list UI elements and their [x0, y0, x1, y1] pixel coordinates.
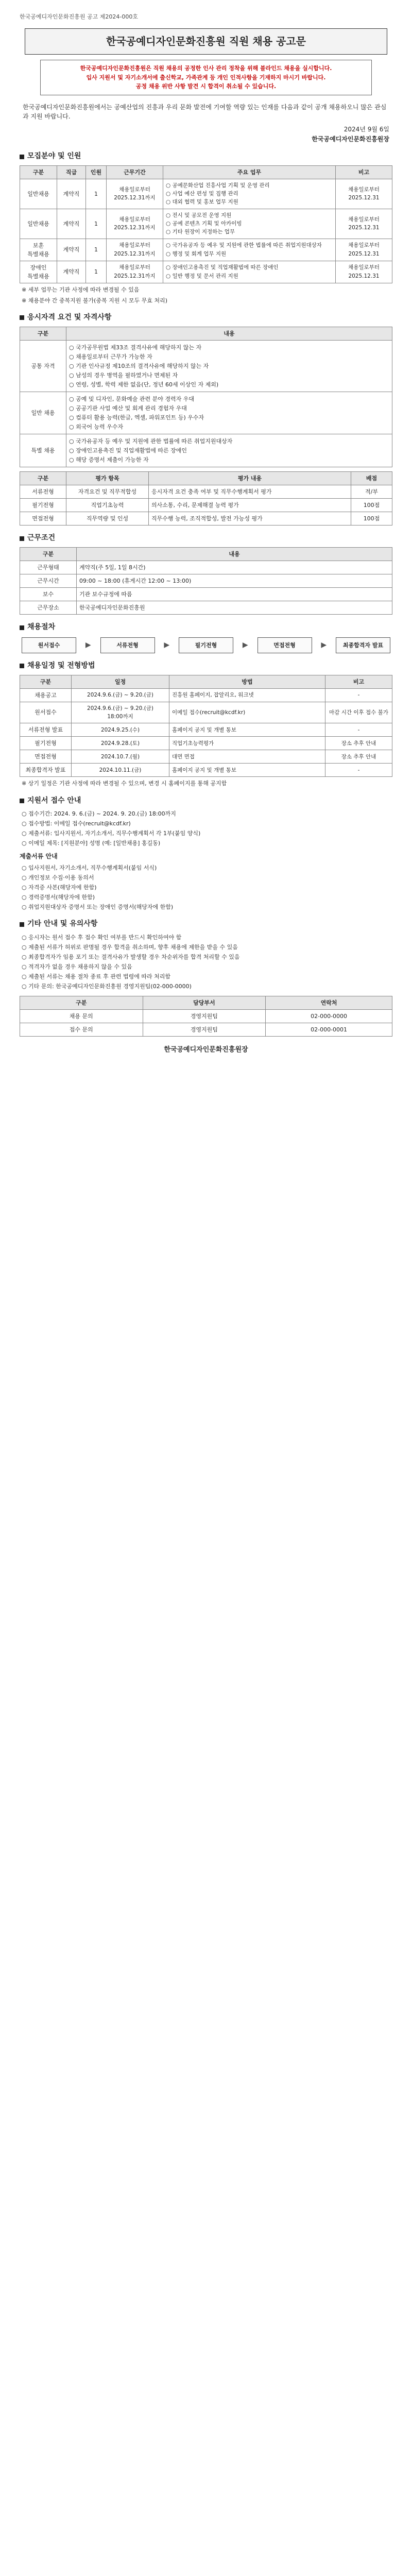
table-header-cell: 구분	[20, 996, 143, 1010]
position-period: 채용일로부터 2025.12.31까지	[107, 261, 163, 283]
table-header-cell: 주요 업무	[163, 165, 336, 179]
qualification-label: 일반 채용	[20, 392, 66, 434]
table-header-cell: 평가 내용	[149, 472, 351, 485]
document-page	[0, 0, 412, 1076]
schedule-note: -	[325, 688, 392, 702]
qualification-item: ○ 외국어 능력 우수자	[69, 423, 124, 430]
list-item: ○ 제출서류: 입사지원서, 자기소개서, 직무수행계획서 각 1부(붙임 양식)	[22, 830, 201, 837]
square-bullet-icon	[20, 155, 24, 159]
table-row	[20, 179, 392, 209]
table-header-cell: 구분	[20, 327, 66, 340]
position-period: 채용일로부터 2025.12.31까지	[107, 209, 163, 239]
section-heading: 모집분야 및 인원	[20, 151, 392, 162]
table-header-cell: 구분	[20, 165, 57, 179]
work-conditions-table	[20, 547, 392, 615]
qualification-item: ○ 공공기관 사업 예산 및 회계 관리 경험자 우대	[69, 404, 187, 412]
qualifications-table	[20, 327, 392, 468]
schedule-method: 직업기초능력평가	[169, 737, 325, 750]
document-number: 한국공예디자인문화진흥원 공고 제2024-000호	[20, 13, 138, 20]
list-item: ○ 접수기간: 2024. 9. 6.(금) ~ 2024. 9. 20.(금) 18:00까지	[22, 810, 176, 818]
square-bullet-icon	[20, 799, 24, 803]
flow-step: 최종합격자 발표	[336, 637, 390, 653]
evaluation-table	[20, 471, 392, 526]
schedule-method: 홈페이지 공지 및 개별 통보	[169, 723, 325, 737]
flow-step: 면접전형	[258, 637, 312, 653]
arrow-right-icon: ▶	[321, 640, 327, 649]
list-item: ○ 이메일 제목: [지원분야] 성명 (예: [일반채용] 홍길동)	[22, 840, 161, 847]
flow-step: 원서접수	[22, 637, 76, 653]
list-item: ○ 자격증 사본(해당자에 한함)	[22, 884, 97, 891]
condition-value: 한국공예디자인문화진흥원	[77, 601, 392, 615]
position-period: 채용일로부터 2025.12.31까지	[107, 179, 163, 209]
section-heading: 채용절차	[20, 622, 392, 633]
position-duties: ○ 장애인고용촉진 및 직업재활법에 따른 장애인 ○ 일반 행정 및 문서 관리 지원	[163, 261, 336, 283]
condition-label: 근무장소	[20, 601, 77, 615]
position-group: 장애인 특별채용	[20, 261, 57, 283]
table-header-cell: 배점	[351, 472, 392, 485]
qualification-item: ○ 해당 증명서 제출이 가능한 자	[69, 456, 149, 464]
arrow-right-icon: ▶	[85, 640, 91, 649]
section-heading: 기타 안내 및 유의사항	[20, 919, 392, 930]
position-grade: 계약직	[57, 209, 86, 239]
blind-recruitment-notice	[40, 60, 372, 95]
table-row	[20, 209, 392, 239]
position-note: 채용일로부터 2025.12.31	[336, 239, 392, 261]
arrow-right-icon: ▶	[164, 640, 170, 649]
intro-paragraph: 한국공예디자인문화진흥원에서는 공예산업의 진흥과 우리 문화 발전에 기여할 역량 있는 인재를 다음과 같이 공개 채용하오니 많은 관심과 지원 바랍니다.	[23, 103, 387, 121]
schedule-note: 장소 추후 안내	[325, 750, 392, 764]
position-duties: ○ 공예문화산업 진흥사업 기획 및 운영 관리 ○ 사업 예산 편성 및 집행 관리 ○ 대외 협력 및 홍보 업무 지원	[163, 179, 336, 209]
table-header-cell: 비고	[336, 165, 392, 179]
square-bullet-icon	[20, 315, 24, 320]
schedule-table	[20, 675, 392, 777]
evaluation-detail: 의사소통, 수리, 문제해결 능력 평가	[149, 499, 351, 512]
schedule-note: 마감 시간 이후 접수 불가	[325, 702, 392, 723]
table-header-cell: 직급	[57, 165, 86, 179]
flow-step: 필기전형	[179, 637, 233, 653]
qualification-items	[66, 392, 392, 434]
evaluation-score: 적/부	[351, 485, 392, 499]
schedule-method: 이메일 접수(recruit@kcdf.kr)	[169, 702, 325, 723]
condition-value: 계약직(주 5일, 1일 8시간)	[77, 561, 392, 574]
square-bullet-icon	[20, 664, 24, 668]
table-row	[20, 261, 392, 283]
recruitment-flow	[22, 637, 390, 653]
section-heading: 채용일정 및 전형방법	[20, 660, 392, 672]
notes-list	[20, 933, 392, 991]
notice-line: 입사 지원서 및 자기소개서에 출신학교, 가족관계 등 개인 인적사항을 기재하지 마시기 바랍니다.	[86, 74, 326, 81]
qualification-item: ○ 채용일로부터 근무가 가능한 자	[69, 353, 152, 360]
schedule-stage: 면접전형	[20, 750, 72, 764]
qualification-items	[66, 340, 392, 392]
table-row	[20, 702, 392, 723]
schedule-stage: 서류전형 발표	[20, 723, 72, 737]
table-row	[20, 485, 392, 499]
evaluation-item: 자격요건 및 직무적합성	[66, 485, 149, 499]
evaluation-stage: 서류전형	[20, 485, 66, 499]
qualification-item: ○ 컴퓨터 활용 능력(한글, 엑셀, 파워포인트 등) 우수자	[69, 414, 204, 421]
square-bullet-icon	[20, 922, 24, 927]
contact-phone: 02-000-0000	[266, 1010, 392, 1023]
table-row	[20, 737, 392, 750]
condition-label: 근무시간	[20, 574, 77, 588]
evaluation-score: 100점	[351, 512, 392, 526]
qualification-item: ○ 국가유공자 등 예우 및 지원에 관한 법률에 따른 취업지원대상자	[69, 437, 233, 445]
schedule-note: 장소 추후 안내	[325, 737, 392, 750]
table-row	[20, 688, 392, 702]
table-header-cell: 비고	[325, 675, 392, 688]
list-item: ○ 경력증명서(해당자에 한함)	[22, 894, 95, 901]
evaluation-item: 직업기초능력	[66, 499, 149, 512]
table-header-cell: 방법	[169, 675, 325, 688]
schedule-stage: 원서접수	[20, 702, 72, 723]
condition-label: 보수	[20, 588, 77, 601]
list-item: ○ 최종합격자가 임용 포기 또는 결격사유가 발생할 경우 차순위자를 합격 처리할 수 있음	[22, 953, 240, 960]
list-item: ○ 개인정보 수집·이용 동의서	[22, 874, 94, 882]
schedule-note: -	[325, 764, 392, 777]
position-group: 일반채용	[20, 209, 57, 239]
evaluation-stage: 면접전형	[20, 512, 66, 526]
square-bullet-icon	[20, 536, 24, 541]
contact-table	[20, 996, 392, 1037]
position-grade: 계약직	[57, 239, 86, 261]
schedule-stage: 채용공고	[20, 688, 72, 702]
qualification-item: ○ 남성의 경우 병역을 필하였거나 면제된 자	[69, 371, 178, 379]
position-count: 1	[86, 179, 107, 209]
qualification-item: ○ 공예 및 디자인, 문화예술 관련 분야 경력자 우대	[69, 395, 194, 402]
position-count: 1	[86, 239, 107, 261]
position-period: 채용일로부터 2025.12.31까지	[107, 239, 163, 261]
table-note: ※ 상기 일정은 기관 사정에 따라 변경될 수 있으며, 변경 시 홈페이지를 통해 공지함	[22, 780, 227, 787]
position-note: 채용일로부터 2025.12.31	[336, 209, 392, 239]
organization-name: 한국공예디자인문화진흥원장	[312, 135, 389, 143]
qualification-item: ○ 국가공무원법 제33조 결격사유에 해당하지 않는 자	[69, 344, 202, 351]
schedule-stage: 필기전형	[20, 737, 72, 750]
section-heading: 지원서 접수 안내	[20, 795, 392, 807]
flow-step: 서류전형	[100, 637, 155, 653]
table-header-cell: 연락처	[266, 996, 392, 1010]
position-note: 채용일로부터 2025.12.31	[336, 179, 392, 209]
qualification-items	[66, 434, 392, 467]
evaluation-detail: 응시자격 요건 충족 여부 및 직무수행계획서 평가	[149, 485, 351, 499]
table-header-cell: 내용	[66, 327, 392, 340]
position-count: 1	[86, 261, 107, 283]
table-row	[20, 392, 392, 434]
contact-department: 경영지원팀	[143, 1010, 266, 1023]
list-item: ○ 기타 문의: 한국공예디자인문화진흥원 경영지원팀(02-000-0000)	[22, 983, 192, 990]
table-row	[20, 499, 392, 512]
evaluation-stage: 필기전형	[20, 499, 66, 512]
list-item: ○ 응시자는 원서 접수 후 접수 확인 여부를 반드시 확인하여야 함	[22, 934, 182, 941]
table-row	[20, 434, 392, 467]
contact-category: 채용 문의	[20, 1010, 143, 1023]
condition-label: 근무형태	[20, 561, 77, 574]
table-header-cell: 담당부서	[143, 996, 266, 1010]
section-heading: 응시자격 요건 및 자격사항	[20, 312, 392, 324]
table-row	[20, 750, 392, 764]
position-group: 보훈 특별채용	[20, 239, 57, 261]
table-header-cell: 구분	[20, 547, 77, 561]
table-row	[20, 601, 392, 615]
table-row	[20, 340, 392, 392]
schedule-date: 2024.10.7.(월)	[72, 750, 169, 764]
contact-category: 접수 문의	[20, 1023, 143, 1037]
signature-organization: 한국공예디자인문화진흥원장	[164, 1046, 248, 1054]
contact-department: 경영지원팀	[143, 1023, 266, 1037]
table-header-cell: 평가 항목	[66, 472, 149, 485]
qualification-item: ○ 기관 인사규정 제10조의 결격사유에 해당하지 않는 자	[69, 362, 209, 369]
list-item: ○ 입사지원서, 자기소개서, 직무수행계획서(붙임 서식)	[22, 864, 157, 871]
schedule-date: 2024.10.11.(금)	[72, 764, 169, 777]
schedule-method: 대면 면접	[169, 750, 325, 764]
list-item: ○ 제출된 서류가 허위로 판명될 경우 합격을 취소하며, 향후 채용에 제한을 받을 수 있음	[22, 943, 238, 951]
evaluation-detail: 직무수행 능력, 조직적합성, 발전 가능성 평가	[149, 512, 351, 526]
schedule-method: 진흥원 홈페이지, 잡알리오, 워크넷	[169, 688, 325, 702]
table-header-cell: 구분	[20, 675, 72, 688]
announcement-date: 2024년 9월 6일	[344, 126, 389, 133]
table-row	[20, 512, 392, 526]
table-header-cell: 구분	[20, 472, 66, 485]
schedule-stage: 최종합격자 발표	[20, 764, 72, 777]
position-group: 일반채용	[20, 179, 57, 209]
notice-line: 한국공예디자인문화진흥원은 직원 채용의 공정한 인사 관리 정착을 위해 블라인드 채용을 실시합니다.	[80, 65, 332, 72]
position-duties: ○ 전시 및 공모전 운영 지원 ○ 공예 콘텐츠 기획 및 아카이빙 ○ 기타 원장이 지정하는 업무	[163, 209, 336, 239]
position-grade: 계약직	[57, 261, 86, 283]
qualification-label: 공통 자격	[20, 340, 66, 392]
schedule-date: 2024.9.6.(금) ~ 9.20.(금) 18:00까지	[72, 702, 169, 723]
table-row	[20, 1023, 392, 1037]
table-row	[20, 561, 392, 574]
condition-value: 기관 보수규정에 따름	[77, 588, 392, 601]
table-header-cell: 근무기간	[107, 165, 163, 179]
schedule-date: 2024.9.25.(수)	[72, 723, 169, 737]
evaluation-item: 직무역량 및 인성	[66, 512, 149, 526]
table-header-cell: 내용	[77, 547, 392, 561]
contact-phone: 02-000-0001	[266, 1023, 392, 1037]
qualification-item: ○ 연령, 성별, 학력 제한 없음(단, 정년 60세 이상인 자 제외)	[69, 381, 219, 388]
position-count: 1	[86, 209, 107, 239]
table-note: ※ 세부 업무는 기관 사정에 따라 변경될 수 있음	[22, 286, 140, 293]
positions-table	[20, 165, 392, 283]
table-row	[20, 574, 392, 588]
table-note: ※ 채용분야 간 중복지원 불가(중복 지원 시 모두 무효 처리)	[22, 297, 168, 304]
table-row	[20, 588, 392, 601]
schedule-date: 2024.9.28.(토)	[72, 737, 169, 750]
evaluation-score: 100점	[351, 499, 392, 512]
table-header-cell: 일정	[72, 675, 169, 688]
table-header-cell: 인원	[86, 165, 107, 179]
list-item: ○ 제출된 서류는 채용 절차 종료 후 관련 법령에 따라 처리함	[22, 973, 170, 980]
table-row	[20, 1010, 392, 1023]
section-heading: 근무조건	[20, 533, 392, 544]
notice-line: 공정 채용 위반 사항 발견 시 합격이 취소될 수 있습니다.	[135, 83, 277, 90]
table-row	[20, 239, 392, 261]
arrow-right-icon: ▶	[242, 640, 248, 649]
table-row	[20, 764, 392, 777]
list-item: ○ 취업지원대상자 증명서 또는 장애인 증명서(해당자에 한함)	[22, 904, 174, 911]
application-list	[20, 809, 392, 848]
schedule-date: 2024.9.6.(금) ~ 9.20.(금)	[72, 688, 169, 702]
square-bullet-icon	[20, 625, 24, 630]
qualification-item: ○ 장애인고용촉진 및 직업재활법에 따른 장애인	[69, 447, 187, 454]
documents-subheading: 제출서류 안내	[20, 853, 58, 860]
list-item: ○ 접수방법: 이메일 접수(recruit@kcdf.kr)	[22, 820, 131, 827]
qualification-label: 특별 채용	[20, 434, 66, 467]
document-title: 한국공예디자인문화진흥원 직원 채용 공고문	[25, 28, 387, 55]
position-grade: 계약직	[57, 179, 86, 209]
documents-list	[20, 863, 392, 911]
position-note: 채용일로부터 2025.12.31	[336, 261, 392, 283]
list-item: ○ 적격자가 없을 경우 채용하지 않을 수 있음	[22, 963, 132, 971]
table-row	[20, 723, 392, 737]
condition-value: 09:00 ~ 18:00 (휴게시간 12:00 ~ 13:00)	[77, 574, 392, 588]
position-duties: ○ 국가유공자 등 예우 및 지원에 관한 법률에 따른 취업지원대상자 ○ 행정 및 회계 업무 지원	[163, 239, 336, 261]
schedule-method: 홈페이지 공지 및 개별 통보	[169, 764, 325, 777]
schedule-note: -	[325, 723, 392, 737]
